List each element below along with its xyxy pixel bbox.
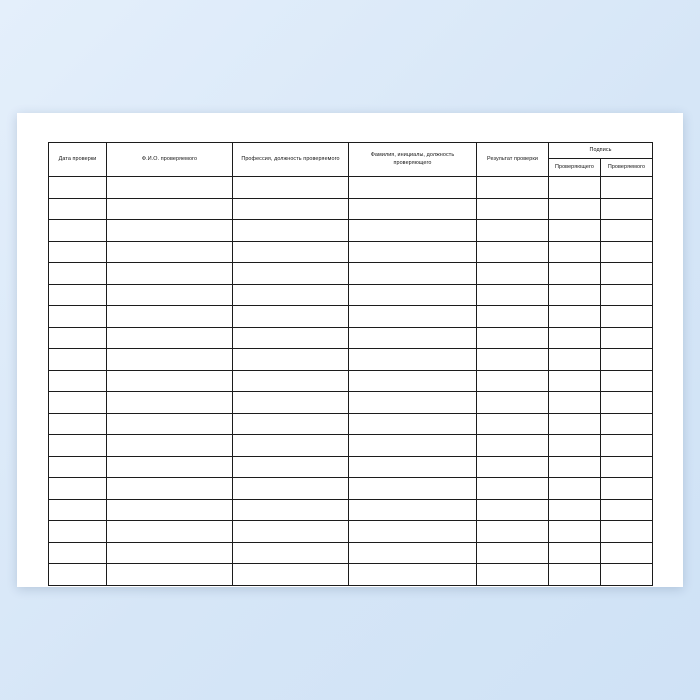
inspection-log-table xyxy=(48,142,653,586)
table-cell[interactable] xyxy=(601,456,653,478)
header-profession: Профессия, должность проверяемого xyxy=(233,143,349,177)
table-cell[interactable] xyxy=(49,263,107,285)
table-cell[interactable] xyxy=(601,370,653,392)
table-row[interactable] xyxy=(49,220,653,242)
document-paper xyxy=(17,113,683,587)
table-cell[interactable] xyxy=(349,284,477,306)
table-cell[interactable] xyxy=(477,413,549,435)
table-cell[interactable] xyxy=(549,327,601,349)
table-cell[interactable] xyxy=(549,220,601,242)
table-row[interactable] xyxy=(49,327,653,349)
table-cell[interactable] xyxy=(49,306,107,328)
table-row[interactable] xyxy=(49,499,653,521)
table-row[interactable] xyxy=(49,349,653,371)
table-cell[interactable] xyxy=(549,284,601,306)
table-cell[interactable] xyxy=(549,349,601,371)
table-cell[interactable] xyxy=(349,564,477,586)
table-cell[interactable] xyxy=(601,435,653,457)
table-cell[interactable] xyxy=(233,198,349,220)
table-cell[interactable] xyxy=(233,478,349,500)
table-row[interactable] xyxy=(49,284,653,306)
table-cell[interactable] xyxy=(349,177,477,199)
table-cell[interactable] xyxy=(49,198,107,220)
table-cell[interactable] xyxy=(477,349,549,371)
table-cell[interactable] xyxy=(233,327,349,349)
table-cell[interactable] xyxy=(107,370,233,392)
table-cell[interactable] xyxy=(233,521,349,543)
table-cell[interactable] xyxy=(477,435,549,457)
table-cell[interactable] xyxy=(601,392,653,414)
table-cell[interactable] xyxy=(549,198,601,220)
table-cell[interactable] xyxy=(477,241,549,263)
table-row[interactable] xyxy=(49,456,653,478)
table-cell[interactable] xyxy=(477,564,549,586)
table-cell[interactable] xyxy=(107,263,233,285)
table-cell[interactable] xyxy=(49,392,107,414)
table-cell[interactable] xyxy=(477,284,549,306)
header-signature-group: Подпись xyxy=(549,143,653,159)
table-cell[interactable] xyxy=(601,564,653,586)
table-cell[interactable] xyxy=(233,306,349,328)
table-cell[interactable] xyxy=(549,478,601,500)
table-cell[interactable] xyxy=(107,284,233,306)
table-cell[interactable] xyxy=(49,435,107,457)
table-cell[interactable] xyxy=(601,349,653,371)
table-cell[interactable] xyxy=(477,263,549,285)
table-row[interactable] xyxy=(49,263,653,285)
table-cell[interactable] xyxy=(49,564,107,586)
table-cell[interactable] xyxy=(107,564,233,586)
table-cell[interactable] xyxy=(477,456,549,478)
table-cell[interactable] xyxy=(549,435,601,457)
table-cell[interactable] xyxy=(477,306,549,328)
table-cell[interactable] xyxy=(349,263,477,285)
table-cell[interactable] xyxy=(349,499,477,521)
table-cell[interactable] xyxy=(233,542,349,564)
table-cell[interactable] xyxy=(233,413,349,435)
table-cell[interactable] xyxy=(349,413,477,435)
table-cell[interactable] xyxy=(107,499,233,521)
table-cell[interactable] xyxy=(477,521,549,543)
table-row[interactable] xyxy=(49,413,653,435)
table-cell[interactable] xyxy=(601,177,653,199)
header-signature-checked: Проверяемого xyxy=(601,159,653,177)
table-cell[interactable] xyxy=(107,392,233,414)
table-cell[interactable] xyxy=(49,413,107,435)
table-cell[interactable] xyxy=(549,263,601,285)
table-container xyxy=(48,142,652,586)
table-cell[interactable] xyxy=(233,370,349,392)
table-cell[interactable] xyxy=(49,349,107,371)
table-cell[interactable] xyxy=(549,499,601,521)
table-cell[interactable] xyxy=(349,392,477,414)
table-cell[interactable] xyxy=(549,413,601,435)
header-signature-inspector: Проверяющего xyxy=(549,159,601,177)
table-cell[interactable] xyxy=(49,370,107,392)
table-cell[interactable] xyxy=(107,241,233,263)
table-cell[interactable] xyxy=(601,241,653,263)
table-cell[interactable] xyxy=(349,349,477,371)
table-cell[interactable] xyxy=(233,220,349,242)
table-cell[interactable] xyxy=(349,220,477,242)
table-cell[interactable] xyxy=(601,521,653,543)
table-cell[interactable] xyxy=(49,478,107,500)
table-cell[interactable] xyxy=(107,413,233,435)
table-cell[interactable] xyxy=(233,499,349,521)
table-cell[interactable] xyxy=(477,370,549,392)
table-row[interactable] xyxy=(49,370,653,392)
header-date: Дата проверки xyxy=(49,143,107,177)
header-row-main xyxy=(49,143,653,159)
table-cell[interactable] xyxy=(601,220,653,242)
table-cell[interactable] xyxy=(107,521,233,543)
table-cell[interactable] xyxy=(349,456,477,478)
table-row[interactable] xyxy=(49,306,653,328)
table-cell[interactable] xyxy=(549,177,601,199)
table-cell[interactable] xyxy=(233,456,349,478)
table-cell[interactable] xyxy=(107,542,233,564)
table-row[interactable] xyxy=(49,521,653,543)
table-cell[interactable] xyxy=(601,327,653,349)
header-result: Результат проверки xyxy=(477,143,549,177)
table-row[interactable] xyxy=(49,478,653,500)
table-cell[interactable] xyxy=(107,435,233,457)
table-cell[interactable] xyxy=(349,198,477,220)
table-cell[interactable] xyxy=(477,198,549,220)
table-cell[interactable] xyxy=(601,306,653,328)
table-cell[interactable] xyxy=(107,456,233,478)
table-row[interactable] xyxy=(49,542,653,564)
table-cell[interactable] xyxy=(601,542,653,564)
table-cell[interactable] xyxy=(601,413,653,435)
table-cell[interactable] xyxy=(549,542,601,564)
table-cell[interactable] xyxy=(49,220,107,242)
table-cell[interactable] xyxy=(601,198,653,220)
header-inspector: Фамилия, инициалы, должность проверяющего xyxy=(349,143,477,177)
table-cell[interactable] xyxy=(107,177,233,199)
table-cell[interactable] xyxy=(349,542,477,564)
table-cell[interactable] xyxy=(349,478,477,500)
table-cell[interactable] xyxy=(107,306,233,328)
table-cell[interactable] xyxy=(233,392,349,414)
table-cell[interactable] xyxy=(549,306,601,328)
table-cell[interactable] xyxy=(349,241,477,263)
table-cell[interactable] xyxy=(107,327,233,349)
table-cell[interactable] xyxy=(549,521,601,543)
table-cell[interactable] xyxy=(49,499,107,521)
table-cell[interactable] xyxy=(477,220,549,242)
table-body xyxy=(49,177,653,586)
table-cell[interactable] xyxy=(601,263,653,285)
table-cell[interactable] xyxy=(549,564,601,586)
table-cell[interactable] xyxy=(477,177,549,199)
table-cell[interactable] xyxy=(233,241,349,263)
table-cell[interactable] xyxy=(349,435,477,457)
table-cell[interactable] xyxy=(49,284,107,306)
table-cell[interactable] xyxy=(107,478,233,500)
table-cell[interactable] xyxy=(477,478,549,500)
table-cell[interactable] xyxy=(549,392,601,414)
table-cell[interactable] xyxy=(49,521,107,543)
table-row[interactable] xyxy=(49,392,653,414)
table-cell[interactable] xyxy=(107,349,233,371)
table-cell[interactable] xyxy=(233,177,349,199)
table-cell[interactable] xyxy=(477,392,549,414)
table-cell[interactable] xyxy=(549,456,601,478)
header-fio-checked: Ф.И.О. проверяемого xyxy=(107,143,233,177)
table-cell[interactable] xyxy=(233,263,349,285)
table-row[interactable] xyxy=(49,435,653,457)
table-cell[interactable] xyxy=(107,220,233,242)
table-cell[interactable] xyxy=(233,435,349,457)
table-row[interactable] xyxy=(49,564,653,586)
table-cell[interactable] xyxy=(349,521,477,543)
table-cell[interactable] xyxy=(349,306,477,328)
table-cell[interactable] xyxy=(549,370,601,392)
table-cell[interactable] xyxy=(601,499,653,521)
table-row[interactable] xyxy=(49,198,653,220)
table-cell[interactable] xyxy=(477,499,549,521)
table-cell[interactable] xyxy=(49,542,107,564)
table-cell[interactable] xyxy=(49,456,107,478)
table-cell[interactable] xyxy=(49,327,107,349)
table-cell[interactable] xyxy=(601,284,653,306)
table-cell[interactable] xyxy=(349,370,477,392)
table-cell[interactable] xyxy=(233,284,349,306)
table-cell[interactable] xyxy=(477,327,549,349)
table-row[interactable] xyxy=(49,177,653,199)
table-cell[interactable] xyxy=(107,198,233,220)
table-cell[interactable] xyxy=(49,241,107,263)
table-cell[interactable] xyxy=(349,327,477,349)
table-cell[interactable] xyxy=(49,177,107,199)
table-cell[interactable] xyxy=(549,241,601,263)
table-cell[interactable] xyxy=(233,349,349,371)
table-row[interactable] xyxy=(49,241,653,263)
table-cell[interactable] xyxy=(233,564,349,586)
table-cell[interactable] xyxy=(477,542,549,564)
table-header xyxy=(49,143,653,177)
table-cell[interactable] xyxy=(601,478,653,500)
